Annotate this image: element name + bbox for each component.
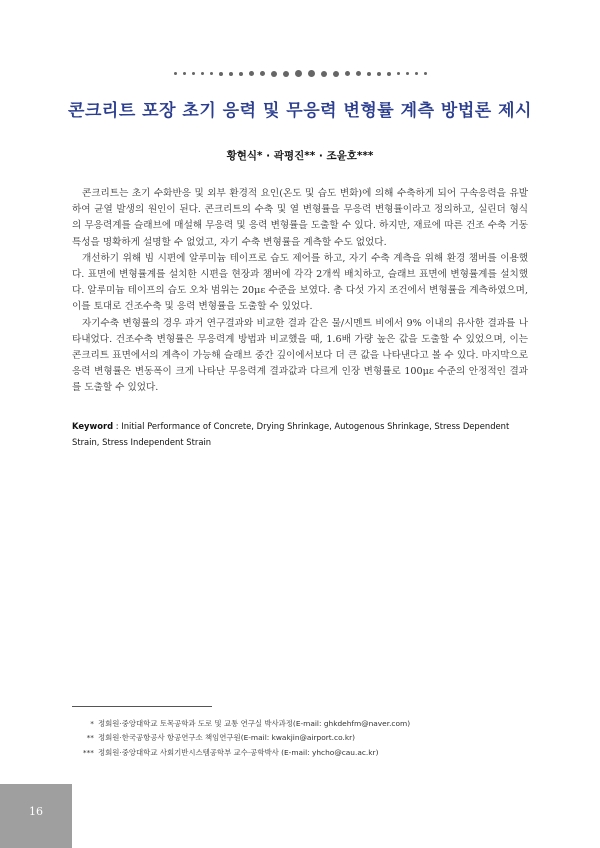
footnote-mark: *** xyxy=(82,747,94,757)
footnote-text: 정회원·중앙대학교 사회기반시스템공학부 교수·공학박사 (E-mail: yhcho@cau.ac.kr) xyxy=(98,747,379,757)
divider-dot xyxy=(260,71,265,76)
decorative-dot-divider xyxy=(0,70,600,77)
divider-dot xyxy=(271,71,277,77)
footnote-text: 정회원·중앙대학교 토목공학과 도로 및 교통 연구실 박사과정(E-mail: ghkdehfm@naver.com) xyxy=(98,719,411,728)
divider-dot xyxy=(249,71,254,76)
divider-dot xyxy=(415,72,418,75)
paper-title: 콘크리트 포장 초기 응력 및 무응력 변형률 계측 방법론 제시 xyxy=(68,101,532,121)
footnotes xyxy=(72,717,532,760)
divider-dot xyxy=(356,71,361,76)
keyword-label: Keyword xyxy=(72,421,114,431)
divider-dot xyxy=(239,72,243,76)
abstract-paragraph: 콘크리트는 초기 수화반응 및 외부 환경적 요인(온도 및 습도 변화)에 의해 수축하게 되어 구속응력을 유발하여 균열 발생의 원인이 된다. 콘크리트의 수축 및 열 변형률을 무응력 변형률이라고 정의하고, 실린더 형식의 무응력계를 슬래브에 매설해 무응력 및 응력 변형률을 도출할 수 있다. 하지만, 재료에 따른 건조 수축 거동 특성을 명확하게 설명할 수 없었고, 자기 수축 변형률을 계측할 수도 없었다. xyxy=(72,188,528,248)
abstract xyxy=(72,186,528,397)
footnote-rule xyxy=(72,706,212,707)
page-number: 16 xyxy=(29,805,43,818)
footnote-mark: * xyxy=(90,719,94,728)
divider-dot xyxy=(367,72,371,76)
divider-dot xyxy=(219,72,223,76)
footnote-mark: ** xyxy=(86,733,94,743)
footnote xyxy=(72,746,532,760)
divider-dot xyxy=(387,72,391,76)
divider-dot xyxy=(210,72,213,75)
divider-dot xyxy=(406,72,409,75)
divider-dot xyxy=(308,70,315,77)
divider-dot xyxy=(333,71,339,77)
page-number-box xyxy=(0,784,72,848)
divider-dot xyxy=(183,72,186,75)
divider-dot xyxy=(283,71,289,77)
divider-dot xyxy=(321,71,327,77)
footnote xyxy=(72,731,532,745)
footnote xyxy=(72,717,532,731)
divider-dot xyxy=(229,72,233,76)
keywords xyxy=(72,418,532,450)
abstract-paragraph: 개선하기 위해 빔 시편에 알루미늄 테이프로 습도 제어를 하고, 자기 수축 계측을 위해 환경 챔버를 이용했다. 표면에 변형률계를 설치한 시편을 현장과 챔버에 각각 2개씩 배치하고, 슬래브 표면에 변형률계를 설치했다. 알루미늄 테이프의 습도 오차 범위는 20με 수준을 보였다. 총 다섯 가지 조건에서 변형률을 계측하였으며, 이를 토대로 건조수축 및 응력 변형률을 도출할 수 있었다. xyxy=(72,252,528,313)
divider-dot xyxy=(377,72,381,76)
footnote-text: 정회원·한국공항공사 항공연구소 책임연구원(E-mail: kwakjin@airport.co.kr) xyxy=(98,733,356,743)
divider-dot xyxy=(397,72,400,75)
divider-dot xyxy=(192,72,195,75)
divider-dot xyxy=(345,71,350,76)
keyword-text: Initial Performance of Concrete, Drying Shrinkage, Autogenous Shrinkage, Stress Dependent Strain, Stress Independent Strain xyxy=(72,421,510,447)
divider-dot xyxy=(201,72,204,75)
divider-dot xyxy=(295,70,302,77)
abstract-paragraph: 자기수축 변형률의 경우 과거 연구결과와 비교한 결과 같은 물/시멘트 비에서 9% 이내의 유사한 결과를 나타내었다. 건조수축 변형률은 무응력계 방법과 비교했을 때, 1.6배 가량 높은 값을 도출할 수 있었으며, 이는 콘크리트 표면에서의 계측이 가능해 슬래브 중간 깊이에서보다 더 큰 값을 나타낸다고 볼 수 있다. 마지막으로 응력 변형률은 변동폭이 크게 나타난 무응력계 결과값과 다르게 인장 변형률로 100με 수준의 안정적인 결과를 도출할 수 있었다. xyxy=(72,317,528,394)
divider-dot xyxy=(174,72,177,75)
author-list: 황현식* · 곽평진** · 조윤호*** xyxy=(226,150,374,162)
divider-dot xyxy=(424,72,427,75)
keyword-separator: : xyxy=(113,421,122,431)
